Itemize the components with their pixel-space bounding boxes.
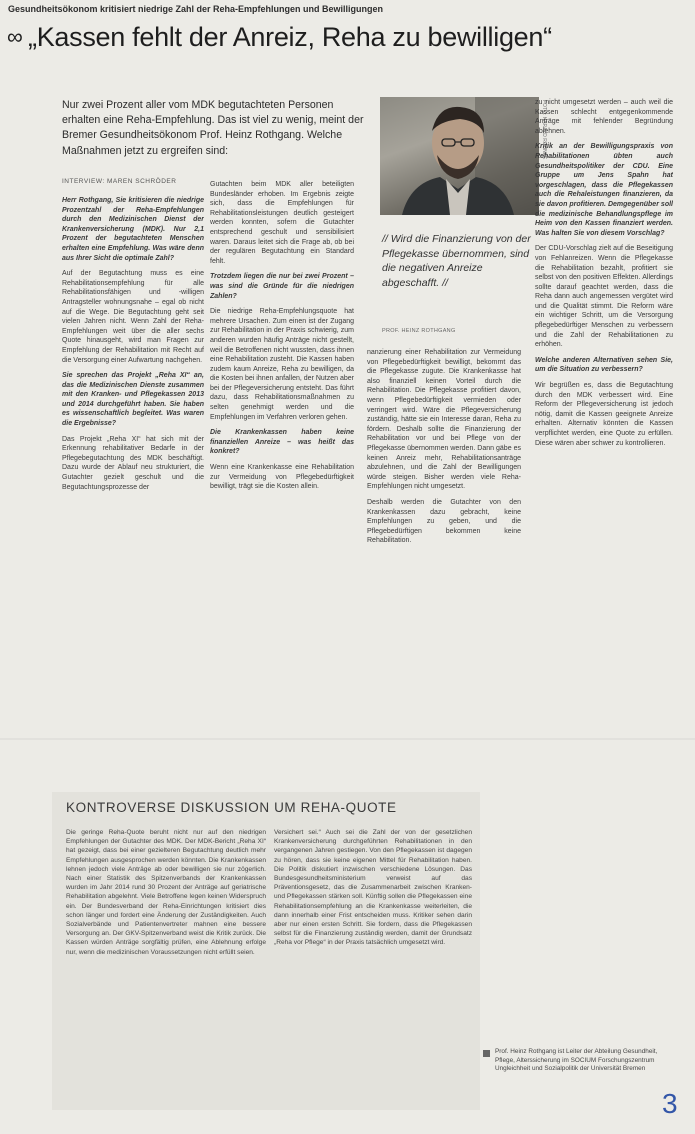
pull-quote-author: PROF. HEINZ ROTHGANG [382, 328, 456, 334]
intro-text: Nur zwei Prozent aller vom MDK begutachteten Personen erhalten eine Reha-Empfehlung. Das ist viel zu wenig, meint der Bremer Gesundheitsökonom Prof. Heinz Rothgang. Welche Maßnahmen jetzt zu ergreifen sind: [62, 99, 364, 157]
byline: INTERVIEW: MAREN SCHRÖDER [62, 178, 177, 185]
headline: „Kassen fehlt der Anreiz, Reha zu bewilligen“ [28, 22, 552, 52]
info-box-column-1: Die geringe Reha-Quote beruht nicht nur auf den niedrigen Empfehlungen der Gutachter des MDK. Der MDK-Bericht „Reha XI“ hat gezeigt, dass bei einer gezielteren Begutachtung deutlich mehr Empfehlungen ausgesprochen werden könnten. Die Krankenkassen lehnen jedoch viele Anträge ab oder bewilligen sie nur zögerlich. Nach einer Statistik des Spitzenverbands der Krankenkassen wurden im Jahr 2014 rund 30 Prozent der Anträge auf geriatrische Rehabilitation abgelehnt. Viele Betroffene legen keinen Widerspruch ein. Der Bundesverband der Reha-Einrichtungen kritisiert dies schon länger und fordert eine Änderung der Zuständigkeiten. Auch Sozialverbände und Patientenvertreter mahnen eine bessere Versorgung an. Der GKV-Spitzenverband weist die Kritik zurück. Die Kassen würden Anträge sorgfältig prüfen, eine Ablehnung erfolge nur, wenn die medizinischen Voraussetzungen nicht erfüllt seien. [66, 829, 266, 956]
article-column-2 [210, 180, 354, 785]
interview-question: Kritik an der Bewilligungspraxis von Rehabilitationen übten auch Gesundheitspolitiker der CDU. Eine Gruppe um Jens Spahn hat vorgeschlagen, dass die Pflegekassen auch die Rehaleistungen finanzieren, da sie davon profitieren. Demgegenüber soll die medizinische Behandlungspflege im Heim von den Kassen finanziert werden. Was halten Sie von diesem Vorschlag? [535, 143, 673, 237]
interview-question: Herr Rothgang, Sie kritisieren die niedrige Prozentzahl der Reha-Empfehlungen durch den Medizinischen Dienst der Krankenversicherung (MDK). Nur 2,1 Prozent der begutachteten Menschen erhalten eine Empfehlung. Was wäre denn aus Ihrer Sicht die optimale Zahl? [62, 197, 204, 262]
fold-line [0, 738, 695, 740]
pull-quote: // Wird die Finanzierung von der Pflegekasse übernommen, sind die negativen Anreize abgeschafft. // [382, 233, 531, 289]
interview-answer: Wenn eine Krankenkasse eine Rehabilitation zur Vermeidung von Pflegebedürftigkeit bewilligt, trägt sie die Kosten allein. [210, 464, 354, 491]
interview-answer: Gutachten beim MDK aller beteiligten Bundesländer erhoben. Im Ergebnis zeigte sich, dass die Empfehlungen für Rehabilitationsleistungen deutlich gesteigert werden konnten, sofern die Gutachter entsprechend geschult und sensibilisiert waren. Daraus leitet sich die Frage ab, ob bei der regulären Begutachtung ein Standard fehlt. [210, 181, 354, 265]
info-box-column-2: Versichert sei.“ Auch sei die Zahl der von der gesetzlichen Krankenversicherung durchgeführten Rehabilitationen in den vergangenen Jahren gestiegen. Von den Pflegekassen ist dagegen zu hören, dass sie keine eigenen Mittel für Rehabilitation haben. Die Politik diskutiert inzwischen verschiedene Lösungen. Das Bundesgesundheitsministerium verweist auf das Präventionsgesetz, das die Zusammenarbeit zwischen Kranken- und Pflegekassen stärken soll. Künftig sollen die Pflegekassen eine Rehabilitationsempfehlung an die Krankenkasse weiterleiten, die dann innerhalb einer Frist entscheiden muss. Kritiker sehen darin aber nur einen ersten Schritt. Sie fordern, dass die Pflegekassen selbst für die Finanzierung zuständig werden, damit der Grundsatz „Reha vor Pflege“ in der Praxis tatsächlich umgesetzt wird. [274, 829, 472, 947]
interview-answer: Der CDU-Vorschlag zielt auf die Beseitigung von Fehlanreizen. Wenn die Pflegekasse die Rehabilitation bezahlt, profitiert sie selbst von den positiven Effekten. Allerdings sollte darauf geachtet werden, dass die Reha dann auch angemessen vergütet wird und die Qualität stimmt. Die Reform wäre ein wichtiger Schritt, um die Versorgung pflegebedürftiger Menschen zu verbessern und die Zahl der Rehabilitationen zu erhöhen. [535, 245, 673, 349]
info-box-title: KONTROVERSE DISKUSSION UM REHA-QUOTE [66, 800, 397, 815]
page-number: 3 [662, 1088, 678, 1119]
portrait-photo [380, 97, 539, 215]
interview-answer: Das Projekt „Reha XI“ hat sich mit der Erkennung rehabilitativer Bedarfe in der Pflegebegutachtung des MDK beschäftigt. Dazu wurde der Ablauf neu strukturiert, die Gutachter gezielt geschult und die Begutachtungsprozesse der [62, 435, 204, 491]
interview-answer: Deshalb werden die Gutachter von den Krankenkassen dazu gebracht, keine Empfehlungen zu geben, und die Pflegebedürftigen bekommen keine Rehabilitation. [367, 498, 521, 545]
interview-question: Sie sprechen das Projekt „Reha XI“ an, das die Medizinischen Dienste zusammen mit den Kranken- und Pflegekassen 2013 und 2014 durchgeführt haben. Sie haben es wissenschaftlich begleitet. Was waren die Ergebnisse? [62, 372, 204, 428]
bio-marker-icon [483, 1050, 490, 1057]
photo-credit: FOTO: HARALD RUHNKE [541, 100, 547, 160]
article-column-1 [62, 196, 204, 781]
article-column-3 [367, 348, 521, 784]
interview-answer: Auf der Begutachtung muss es eine Rehabilitationsempfehlung für alle Rehabilitationsfähigen und -willigen Antragsteller wohnungsnahe – egal ob nicht auf die Wege. Die Begutachtung geht seit vielen Jahren nicht. Wenn Zahl der Reha-Empfehlungen weit über die aller sechs Quote hinausgeht, wird man Fragen zur Empfehlung der Rehabilitation mit Recht auf die Versorgung einer Aufwartung nachgehen. [62, 270, 204, 364]
interview-question: Welche anderen Alternativen sehen Sie, um die Situation zu verbessern? [535, 356, 673, 374]
kicker: Gesundheitsökonom kritisiert niedrige Zahl der Reha-Empfehlungen und Bewilligungen [8, 4, 384, 14]
article-column-4 [535, 98, 673, 1028]
author-bio: Prof. Heinz Rothgang ist Leiter der Abteilung Gesundheit, Pflege, Alterssicherung im SOCIUM Forschungszentrum Ungleichheit und Sozialpolitik der Universität Bremen [495, 1048, 658, 1073]
portrait-icon [380, 97, 539, 215]
quote-icon: ∞ [7, 24, 23, 49]
interview-answer: nanzierung einer Rehabilitation zur Vermeidung von Pflegebedürftigkeit bewilligt, bekommt das die Pflegekasse zugute. Die Krankenkasse hat also finanziell keinen Vorteil durch die Rehabilitation. Die Pflegekasse profitiert davon, wenn Pflegebedürftigkeit vermieden oder verringert wird. Wäre die Pflegeversicherung zuständig, hätte sie ein Interesse daran, Reha zu fördern. Deshalb sollte die Finanzierung der Rehabilitation vor und bei Pflege von der Pflegekasse übernommen werden. Dann gäbe es keinen Anreiz mehr, Rehabilitationsanträge abzulehnen, und die Zahl der Bewilligungen würde steigen. Bisher werden viele Reha-Empfehlungen nicht umgesetzt. [367, 349, 521, 491]
interview-question: Trotzdem liegen die nur bei zwei Prozent – was sind die Gründe für die niedrigen Zahlen? [210, 273, 354, 300]
interview-answer: zu nicht umgesetzt werden – auch weil die Kassen schlecht entgegenkommende Anträge mit fehlender Begründung ablehnen. [535, 99, 673, 135]
interview-question: Die Krankenkassen haben keine finanziellen Anreize – was heißt das konkret? [210, 429, 354, 456]
interview-answer: Die niedrige Reha-Empfehlungsquote hat mehrere Ursachen. Zum einen ist der Zugang zur Rehabilitation in der Praxis schwierig, zum anderen wurden häufig Anträge nicht gestellt, weil die Betroffenen nicht wussten, dass ihnen eine Rehabilitation zusteht. Die Kassen haben zudem kaum Anreize, Reha zu bewilligen, da die Kosten bei ihnen anfallen, der Nutzen aber bei der Pflegeversicherung entsteht. Das führt dazu, dass Rehabilitationsmaßnahmen zu selten genehmigt werden und die Empfehlungen im Verfahren verloren gehen. [210, 308, 354, 421]
interview-answer: Wir begrüßen es, dass die Begutachtung durch den MDK verbessert wird. Eine Reform der Pflegeversicherung ist jedoch nötig, damit die Kassen geeignete Anreize erhalten. Alternativ könnten die Kassen verpflichtet werden, eine Quote zu erfüllen. Diese wären aber schwer zu kontrollieren. [535, 382, 673, 447]
